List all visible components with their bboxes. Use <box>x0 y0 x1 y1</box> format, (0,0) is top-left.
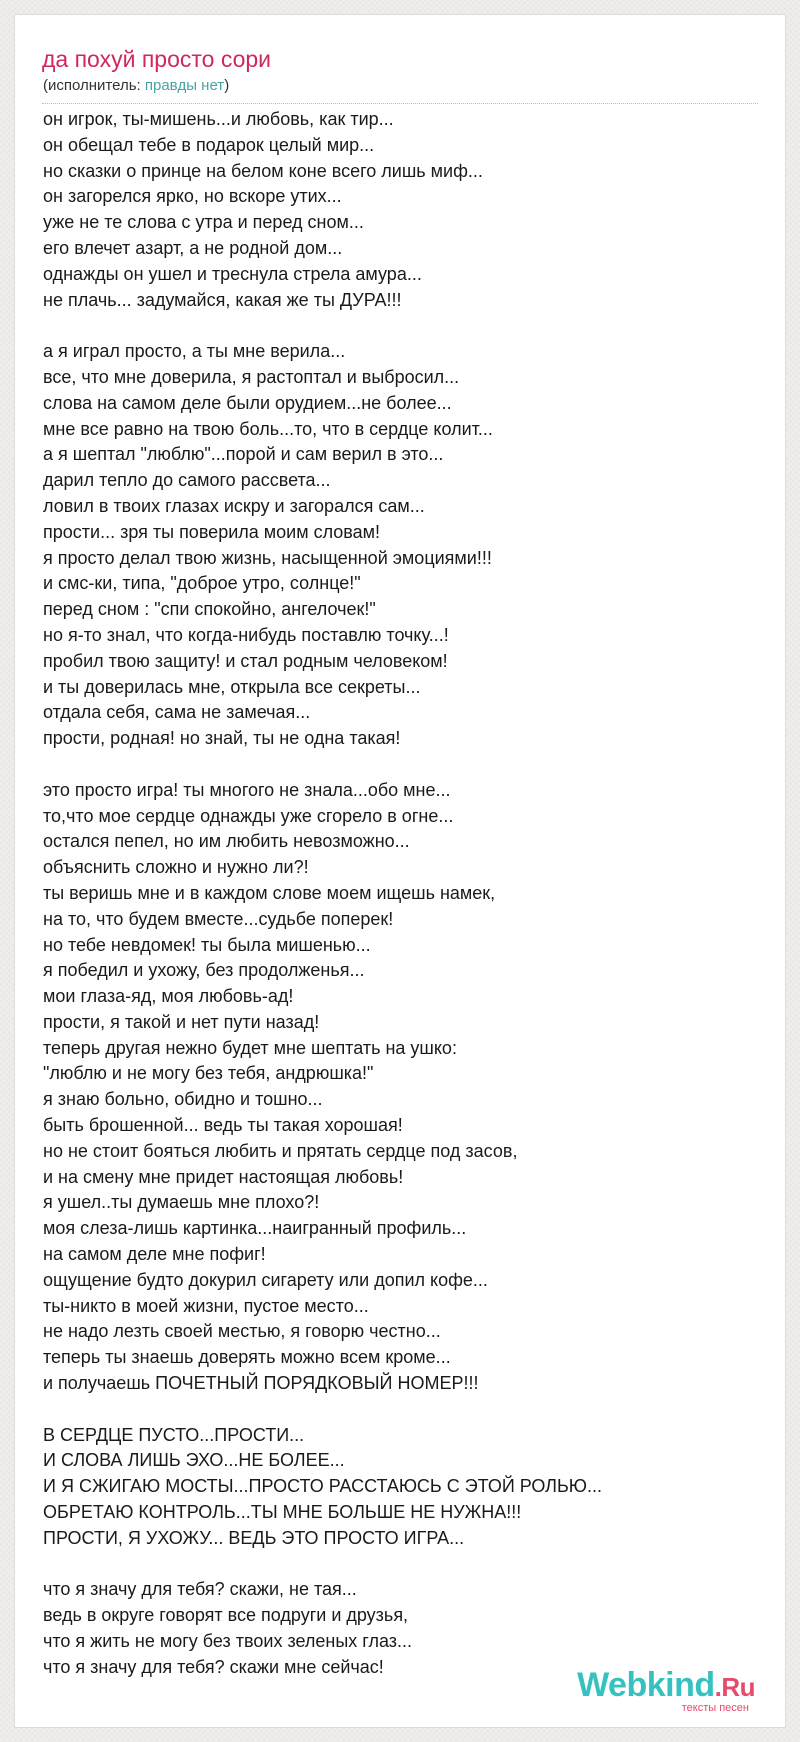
lyric-line: я знаю больно, обидно и тошно... <box>43 1089 323 1110</box>
lyric-line: моя слеза-лишь картинка...наигранный профиль... <box>43 1218 467 1239</box>
lyric-line: И СЛОВА ЛИШЬ ЭХО...НЕ БОЛЕЕ... <box>43 1450 345 1471</box>
stanza-break <box>43 1552 773 1578</box>
artist-prefix: (исполнитель: <box>43 77 145 94</box>
lyric-line: но я-то знал, что когда-нибудь поставлю точку...! <box>43 624 449 645</box>
site-watermark <box>577 1668 755 1714</box>
lyric-line: мне все равно на твою боль...то, что в сердце колит... <box>43 418 493 439</box>
lyric-line: прости, родная! но знай, ты не одна такая! <box>43 728 401 749</box>
lyric-line: и на смену мне придет настоящая любовь! <box>43 1166 404 1187</box>
artist-link[interactable]: правды нет <box>144 77 225 94</box>
lyric-line: слова на самом деле были орудием...не более... <box>43 392 452 413</box>
lyric-line: прости, я такой и нет пути назад! <box>43 1011 320 1032</box>
lyric-line: все, что мне доверила, я растоптал и выбросил... <box>43 366 460 387</box>
lyric-line: ощущение будто докурил сигарету или допил кофе... <box>43 1269 488 1290</box>
lyric-line: ведь в округе говорят все подруги и друзья, <box>43 1605 409 1626</box>
lyric-line: я победил и ухожу, без продолженья... <box>43 960 365 981</box>
lyric-line: остался пепел, но им любить невозможно... <box>43 831 410 852</box>
lyric-line: на то, что будем вместе...судьбе поперек! <box>43 908 394 929</box>
lyric-line: его влечет азарт, а не родной дом... <box>43 237 343 258</box>
watermark-tld: .Ru <box>714 1672 755 1702</box>
artist-suffix: ) <box>224 77 230 94</box>
lyric-line: что я жить не могу без твоих зеленых глаз... <box>43 1631 413 1652</box>
stanza-break <box>43 313 773 339</box>
lyric-line: это просто игра! ты многого не знала...обо мне... <box>43 779 451 800</box>
lyric-line: он игрок, ты-мишень...и любовь, как тир... <box>43 109 394 129</box>
lyric-line: теперь другая нежно будет мне шептать на ушко: <box>43 1037 457 1058</box>
lyric-line: ОБРЕТАЮ КОНТРОЛЬ...ТЫ МНЕ БОЛЬШЕ НЕ НУЖНА!!! <box>43 1502 522 1523</box>
lyric-line: он загорелся ярко, но вскоре утих... <box>43 186 342 207</box>
lyric-line: перед сном : "спи спокойно, ангелочек!" <box>43 599 376 620</box>
lyric-line: я ушел..ты думаешь мне плохо?! <box>43 1192 320 1213</box>
lyric-line: быть брошенной... ведь ты такая хорошая! <box>43 1115 403 1136</box>
lyric-line: и смс-ки, типа, "доброе утро, солнце!" <box>43 573 361 594</box>
lyric-line: пробил твою защиту! и стал родным человеком! <box>43 650 448 671</box>
lyric-line: мои глаза-яд, моя любовь-ад! <box>43 986 294 1007</box>
lyric-line: отдала себя, сама не замечая... <box>43 702 311 723</box>
lyric-line: не надо лезть своей местью, я говорю честно... <box>43 1321 441 1342</box>
lyric-line: то,что мое сердце однажды уже сгорело в огне... <box>43 805 454 826</box>
watermark-tagline: тексты песен <box>681 1702 749 1714</box>
lyric-line: и получаешь ПОЧЕТНЫЙ ПОРЯДКОВЫЙ НОМЕР!!! <box>43 1373 479 1394</box>
stanza-break <box>43 752 773 778</box>
lyric-line: ловил в твоих глазах искру и загорался сам... <box>43 495 425 516</box>
stanza-break <box>43 1397 773 1423</box>
lyric-line: уже не те слова с утра и перед сном... <box>43 212 364 233</box>
lyric-line: "люблю и не могу без тебя, андрюшка!" <box>43 1063 374 1084</box>
lyrics-card <box>14 14 786 1728</box>
lyric-line: на самом деле мне пофиг! <box>43 1244 266 1265</box>
song-title: да похуй просто сори <box>42 46 272 72</box>
lyric-line: но не стоит бояться любить и прятать сердце под засов, <box>43 1140 518 1161</box>
artist-line <box>43 76 229 96</box>
lyric-line: что я значу для тебя? скажи, не тая... <box>43 1579 357 1600</box>
lyric-line: ты веришь мне и в каждом слове моем ищешь намек, <box>43 882 496 903</box>
lyric-line: ты-никто в моей жизни, пустое место... <box>43 1295 369 1316</box>
lyric-line: а я играл просто, а ты мне верила... <box>43 341 346 362</box>
lyric-line: я просто делал твою жизнь, насыщенной эмоциями!!! <box>43 547 492 568</box>
lyric-line: но сказки о принце на белом коне всего лишь миф... <box>43 160 483 181</box>
lyric-line: В СЕРДЦЕ ПУСТО...ПРОСТИ... <box>43 1424 305 1445</box>
lyric-line: ПРОСТИ, Я УХОЖУ... ВЕДЬ ЭТО ПРОСТО ИГРА... <box>43 1527 465 1548</box>
lyric-line: он обещал тебе в подарок целый мир... <box>43 134 375 155</box>
watermark-brand: Webkind <box>577 1666 715 1704</box>
lyric-line: что я значу для тебя? скажи мне сейчас! <box>43 1656 384 1677</box>
lyric-line: теперь ты знаешь доверять можно всем кроме... <box>43 1347 451 1368</box>
lyric-line: но тебе невдомек! ты была мишенью... <box>43 934 371 955</box>
lyric-line: а я шептал "люблю"...порой и сам верил в это... <box>43 444 444 465</box>
lyrics-body <box>43 107 773 1681</box>
lyric-line: однажды он ушел и треснула стрела амура... <box>43 263 422 284</box>
lyric-line: и ты доверилась мне, открыла все секреты... <box>43 676 421 697</box>
lyric-line: И Я СЖИГАЮ МОСТЫ...ПРОСТО РАССТАЮСЬ С ЭТОЙ РОЛЬЮ... <box>43 1476 602 1497</box>
lyric-line: не плачь... задумайся, какая же ты ДУРА!!! <box>43 289 402 310</box>
header-divider <box>42 103 758 104</box>
lyric-line: прости... зря ты поверила моим словам! <box>43 521 381 542</box>
lyric-line: объяснить сложно и нужно ли?! <box>43 857 309 878</box>
watermark-logo <box>577 1668 755 1704</box>
lyric-line: дарил тепло до самого рассвета... <box>43 470 331 491</box>
